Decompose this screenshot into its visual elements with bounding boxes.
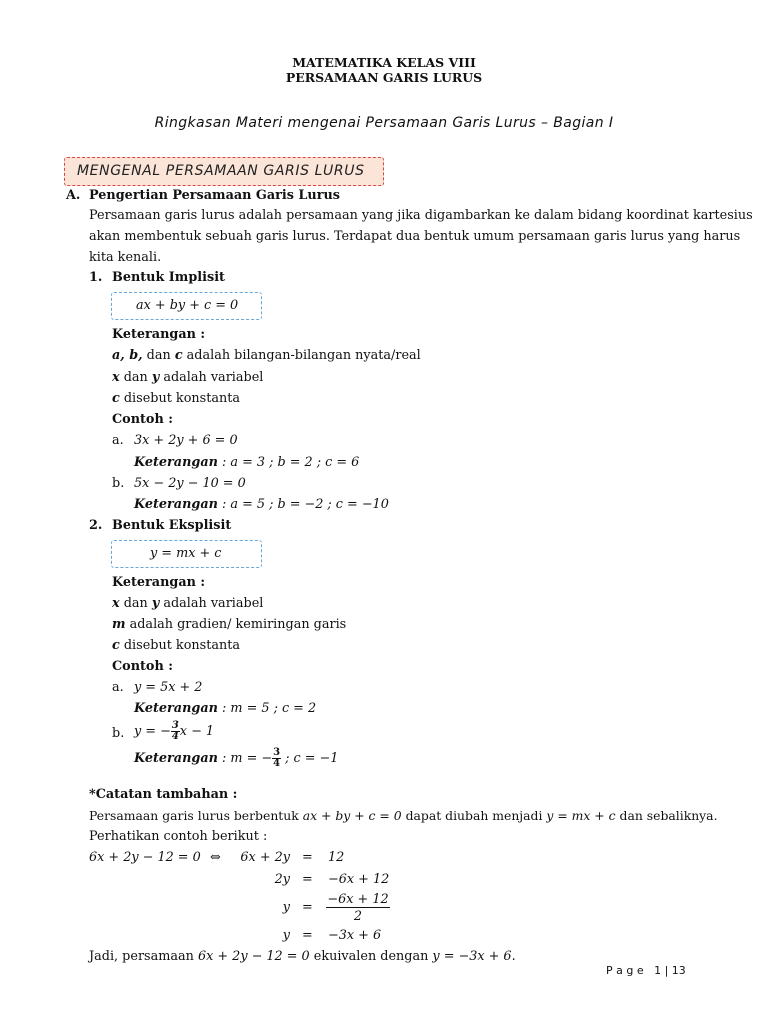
explicit-ket-2: m adalah gradien/ kemiringan garis [112,617,347,632]
derivation-start: 6x + 2y − 12 = 0 [89,850,201,865]
section-a-label: A. [66,188,81,203]
derivation-row4-left: y [282,928,290,943]
doc-subtitle: Ringkasan Materi mengenai Persamaan Garis Lurus – Bagian I [154,115,614,131]
page-number: P a g e 1 | 13 [606,964,686,977]
explicit-ex-b-label: b. [112,726,125,741]
implicit-formula-box [111,292,262,320]
derivation-row3-left: y [282,900,290,915]
implicit-ex-a-ket: Keterangan : a = 3 ; b = 2 ; c = 6 [134,455,360,470]
implicit-ex-a: 3x + 2y + 6 = 0 [134,433,238,448]
explicit-ex-a-ket: Keterangan : m = 5 ; c = 2 [134,701,317,716]
derivation-row1-right: 12 [328,850,345,865]
derivation-row3-denominator: 2 [353,909,363,924]
implicit-ket-2: x dan y adalah variabel [112,370,264,385]
implicit-ket-3: c disebut konstanta [112,391,240,406]
banner-text: MENGENAL PERSAMAAN GARIS LURUS [77,163,365,179]
notes-line-1: Persamaan garis lurus berbentuk ax + by + c = 0 dapat diubah menjadi y = mx + c dan sebaliknya. [89,808,718,823]
section-a-title: Pengertian Persamaan Garis Lurus [89,188,340,203]
derivation-row3-numerator: −6x + 12 [327,892,389,907]
implicit-ex-b-label: b. [112,476,125,491]
explicit-ket-3: c disebut konstanta [112,638,240,653]
implicit-title: Bentuk Implisit [112,270,225,285]
section-a-para-1: Persamaan garis lurus adalah persamaan yang jika digambarkan ke dalam bidang koordinat kartesius [89,208,753,223]
explicit-formula-box [111,540,262,568]
implicit-ket-1: a, b, dan c adalah bilangan-bilangan nyata/real [112,348,421,363]
explicit-ex-a: y = 5x + 2 [134,680,203,695]
iff-symbol: ⇔ [210,850,221,865]
implicit-ex-b-ket: Keterangan : a = 5 ; b = −2 ; c = −10 [134,497,389,512]
explicit-number: 2. [89,518,103,533]
implicit-number: 1. [89,270,103,285]
explicit-ex-a-label: a. [112,680,124,695]
explicit-ket-1: x dan y adalah variabel [112,596,264,611]
derivation-row1-eq: = [302,850,313,865]
implicit-ex-b: 5x − 2y − 10 = 0 [134,476,246,491]
implicit-ket-label: Keterangan : [112,327,206,342]
derivation-row1-left: 6x + 2y [240,850,290,865]
implicit-formula: ax + by + c = 0 [136,298,239,313]
derivation-row3-eq: = [302,900,313,915]
derivation-row4-eq: = [302,928,313,943]
derivation-row2-eq: = [302,872,313,887]
implicit-ex-a-label: a. [112,433,124,448]
explicit-ex-b: y = − $\frac{3}{4}$ x − 1 [134,720,214,742]
implicit-contoh: Contoh : [112,412,173,427]
conclusion: Jadi, persamaan 6x + 2y − 12 = 0 ekuivalen dengan y = −3x + 6. [89,949,516,964]
derivation-row4-right: −3x + 6 [328,928,382,943]
explicit-contoh: Contoh : [112,659,173,674]
doc-subject: PERSAMAAN GARIS LURUS [285,70,483,85]
explicit-title: Bentuk Eksplisit [112,518,232,533]
explicit-formula: y = mx + c [150,546,222,561]
section-a-para-2: akan membentuk sebuah garis lurus. Terdapat dua bentuk umum persamaan garis lurus yang harus [89,229,741,244]
derivation-row2-right: −6x + 12 [328,872,390,887]
doc-title: MATEMATIKA KELAS VIII [292,55,476,70]
notes-title: *Catatan tambahan : [89,787,238,802]
explicit-ex-b-ket: Keterangan : m = − $\frac{3}{4}$ ; c = −1 [134,747,339,769]
explicit-ket-label: Keterangan : [112,575,206,590]
derivation-row2-left: 2y [274,872,290,887]
notes-line-2: Perhatikan contoh berikut : [89,829,268,844]
section-banner [64,157,384,186]
section-a-para-3: kita kenali. [89,250,162,265]
